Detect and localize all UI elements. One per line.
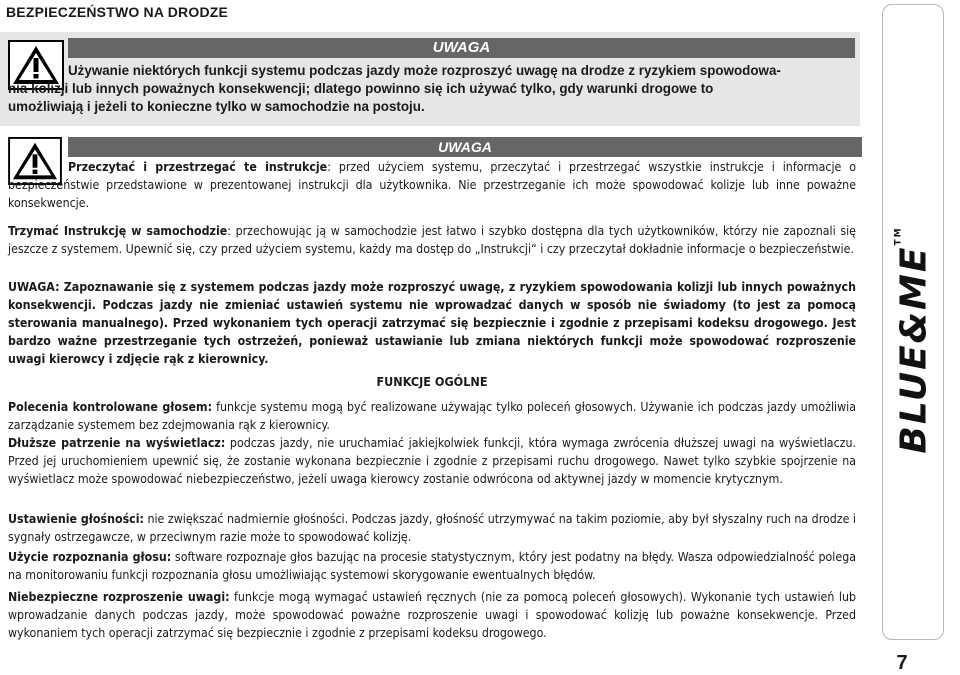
list-item: Ustawienie głośności: nie zwiększać nadmiernie głośności. Podczas jazdy, głośność utrzymywać na takim poziomie, aby był słyszalny ruch na drodze i sygnały ostrzegawcze, w przeciwnym razie może to spowodować kolizję. [8,512,856,544]
warning-text: Używanie niektórych funkcji systemu podczas jazdy może rozproszyć uwagę na drodze z ryzykiem spowodowa- nia kolizji lub innych poważnych konsekwencji; dlatego powinno się ich używać tylko, gdy warunki drogowe to umożliwiają i jeżeli to konieczne tylko w samochodzie na postoju. [8,63,781,114]
general-functions-title: FUNKCJE OGÓLNE [376,374,488,389]
list-item: Niebezpieczne rozproszenie uwagi: funkcje mogą wymagać ustawień ręcznych (nie za pomocą poleceń głosowych). Wykonanie tych ustawień lub wprowadzanie danych podczas jazdy, może spowodować poważne rozproszenie uwagi i spowodować kolizję lub poważne konsekwencje. Przed wykonaniem tych operacji zatrzymać się bezpiecznie i zgodnie z przepisami kodeksu drogowego. [8,590,856,640]
paragraph-read-instructions: Przeczytać i przestrzegać te instrukcje: przed użyciem systemu, przeczytać i przestrzegać wszystkie instrukcje i informacje o bezpieczeństwie przedstawione w prezentowanej instrukcji dla użytkownika. Nie przestrzeganie ich może spowodować kolizje lub inne poważne konsekwencje. [8,160,856,210]
paragraph-caution: UWAGA: Zapoznawanie się z systemem podczas jazdy może rozproszyć uwagę, z ryzykiem spowodowania kolizji lub innych poważnych konsekwencji. Podczas jazdy nie zmieniać ustawień systemu nie wprowadzać danych w sposób nie świadomy (to jest za pomocą sterowania manualnego). Przed wykonaniem tych operacji zatrzymać się bezpiecznie i zgodnie z przepisami kodeksu drogowego. Jest bardzo ważne przestrzeganie tych ostrzeżeń, ponieważ ustawianie lub zmiana niektórych funkcji może spowodować rozproszenie uwagi kierowcy i zdjęcie rąk z kierownicy. [8,280,856,366]
warning-header: UWAGA [68,38,855,58]
list-item: Polecenia kontrolowane głosem: funkcje systemu mogą być realizowane używając tylko poleceń głosowych. Używanie ich podczas jazdy umożliwia zarządzanie systemem bez zdejmowania rąk z kierownicy. [8,400,856,432]
section-title: BEZPIECZEŃSTWO NA DRODZE [6,4,229,20]
brand-logo: BLUE&ME™ [893,226,935,454]
paragraph-keep-manual: Trzymać Instrukcję w samochodzie: przechowując ją w samochodzie jest łatwo i szybko dostępna dla tych użytkowników, którzy nie zapoznali się jeszcze z systemem. Upewnić się, czy przed użyciem systemu, każdy ma dostęp do „Instrukcji“ i czy przeczytał dokładnie informacje o bezpieczeństwie. [8,224,856,256]
page-number: 7 [896,652,908,674]
list-item: Dłuższe patrzenie na wyświetlacz: podczas jazdy, nie uruchamiać jakiejkolwiek funkcji, która wymaga zwrócenia dłuższej uwagi na wyświetlaczu. Przed jej uruchomieniem upewnić się, że zostanie wykonana bezpiecznie i zgodnie z przepisami ruchu drogowego. Nawet tylko szybkie spojrzenie na wyświetlacz może spowodować niebezpieczeństwo, jeżeli uwaga kierowcy zostanie odwrócona od aktywnej jazdy w momencie krytycznym. [8,436,856,486]
list-item: Użycie rozpoznania głosu: software rozpoznaje głos bazując na procesie statystycznym, który jest podatny na błędy. Wasza odpowiedzialność polega na monitorowaniu funkcji rozpoznania głosu umożliwiając systemowi skorygowanie ewentualnych błędów. [8,550,856,582]
warning-box-1 [0,32,860,126]
warning-header: UWAGA [68,137,862,157]
